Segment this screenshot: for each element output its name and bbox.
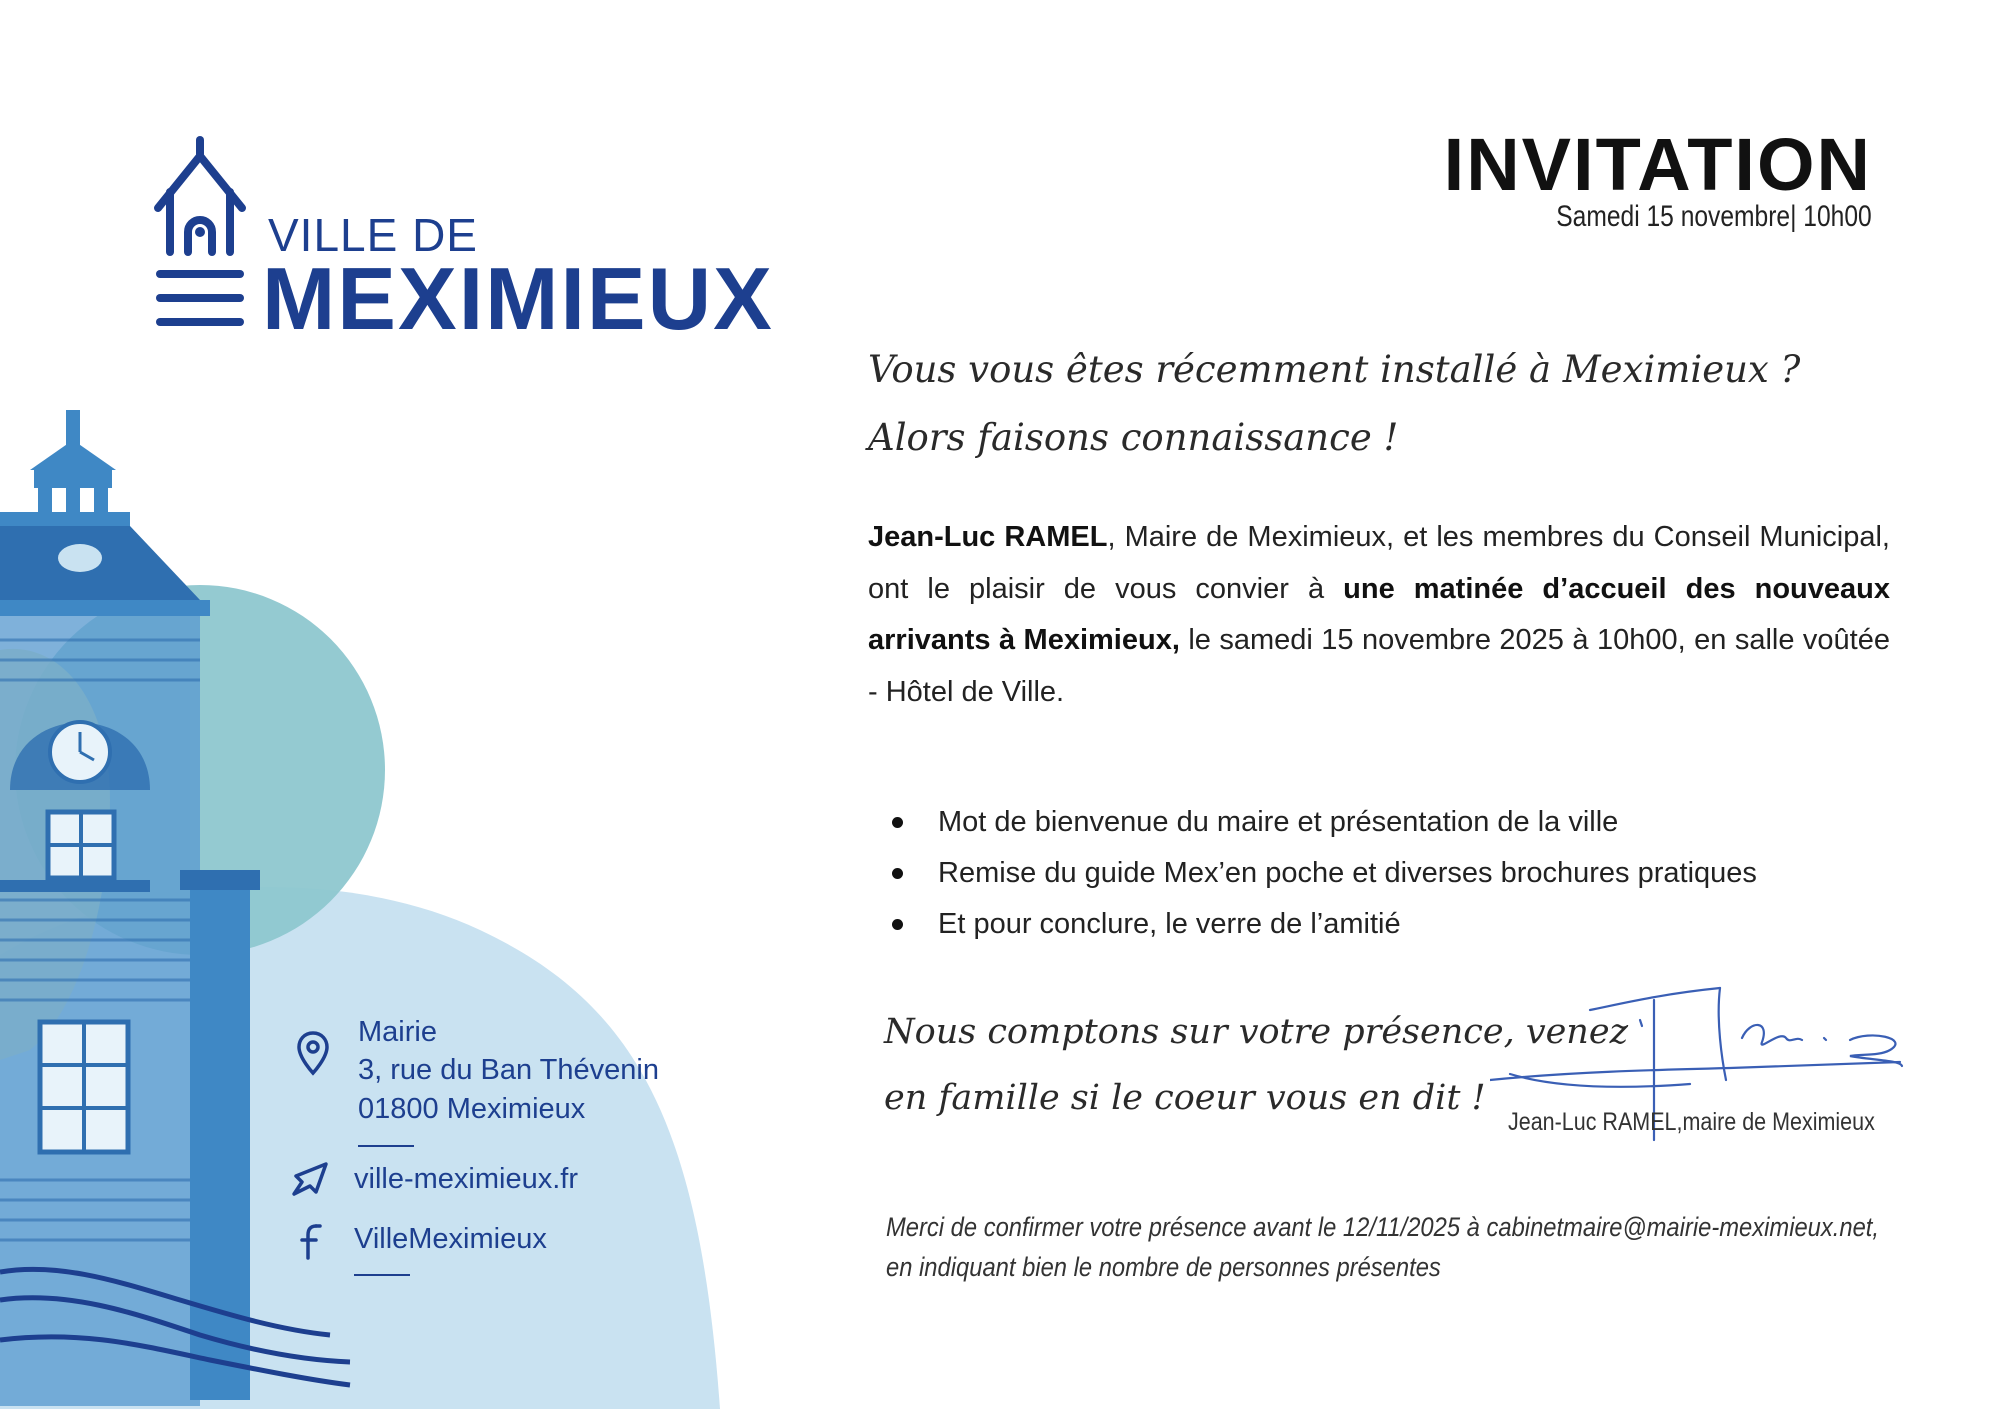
building: [0, 410, 260, 1406]
city-logo: [150, 136, 774, 348]
program-item-text: Et pour conclure, le verre de l’amitié: [938, 908, 1401, 940]
rsvp-line-2: en indiquant bien le nombre de personnes présentes: [886, 1252, 1441, 1282]
bullet-icon: [892, 919, 903, 930]
location-pin-icon: [296, 1030, 330, 1076]
invitation-title: INVITATION: [1443, 123, 1872, 206]
arrow-link-icon: [290, 1160, 330, 1198]
signer-name: Jean-Luc RAMEL,maire de Meximieux: [1508, 1108, 1875, 1136]
event-date: Samedi 15 novembre| 10h00: [1556, 200, 1872, 233]
list-item: [888, 797, 1757, 848]
website-link[interactable]: ville-meximieux.fr: [354, 1163, 578, 1195]
event-name: une matinée d’accueil des nouveaux arrivants à Meximieux,: [868, 572, 1890, 656]
address-line-1: Mairie: [358, 1016, 437, 1048]
facebook-link[interactable]: VilleMeximieux: [354, 1223, 547, 1255]
rsvp-line-1: Merci de confirmer votre présence avant le 12/11/2025 à cabinetmaire@mairie-meximieux.net,: [886, 1212, 1880, 1242]
logo-meximieux: MEXIMIEUX: [262, 249, 774, 348]
program-list: [888, 797, 1757, 950]
bullet-icon: [892, 817, 903, 828]
program-item-text: Remise du guide Mex’en poche et diverses brochures pratiques: [938, 857, 1757, 889]
body-text-2: le samedi 15 novembre 2025 à 10h00, en salle voûtée - Hôtel de Ville.: [868, 624, 1890, 708]
closing-line-2: en famille si le coeur vous en dit !: [884, 1078, 1486, 1118]
closing-line-1: Nous comptons sur votre présence, venez: [884, 1012, 1629, 1052]
intro-line-1: Vous vous êtes récemment installé à Meximieux ?: [868, 348, 1801, 391]
address-line-2: 3, rue du Ban Thévenin: [358, 1054, 659, 1086]
contact-separator: [354, 1274, 410, 1276]
handwritten-signature: [1490, 980, 1910, 1170]
program-item-text: Mot de bienvenue du maire et présentation de la ville: [938, 806, 1619, 838]
bullet-icon: [892, 868, 903, 879]
city-hall-logo-icon: [150, 136, 250, 336]
list-item: [888, 899, 1757, 950]
contact-separator: [358, 1145, 414, 1147]
address-line-3: 01800 Meximieux: [358, 1093, 586, 1125]
host-name: Jean-Luc RAMEL: [868, 521, 1108, 553]
intro-line-2: Alors faisons connaissance !: [868, 416, 1399, 459]
facebook-icon: [298, 1222, 326, 1262]
invitation-body: [868, 512, 1890, 718]
list-item: [888, 848, 1757, 899]
logo-ville-de: VILLE DE: [268, 209, 478, 261]
body-text-1: , Maire de Meximieux, et les membres du Conseil Municipal, ont le plaisir de vous convier à: [868, 521, 1890, 605]
